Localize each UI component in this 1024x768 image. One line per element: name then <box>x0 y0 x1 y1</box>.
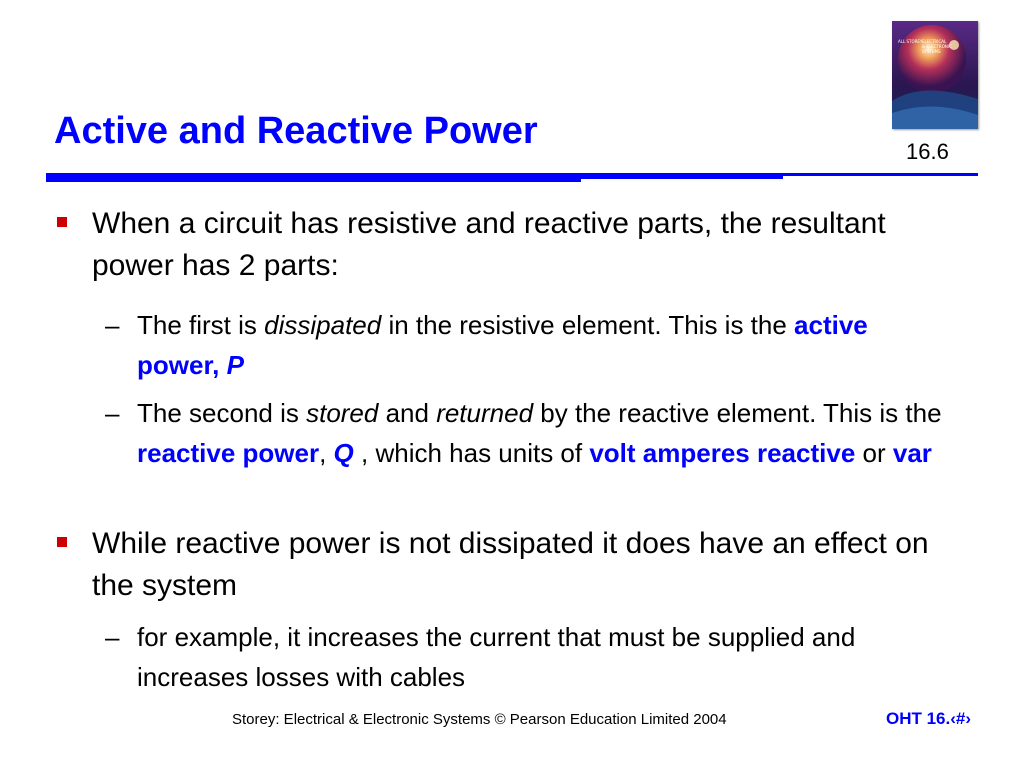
text-run: and <box>378 398 437 428</box>
cover-line-1: ELECTRICAL <box>922 39 947 44</box>
cover-line-2: & ELECTRONIC <box>922 44 952 49</box>
sub-bullet-item <box>105 305 957 385</box>
sub-bullet-item <box>105 393 957 473</box>
text-run: , <box>319 438 334 468</box>
cover-line-author: ALL STOREY <box>898 39 923 44</box>
dash-bullet-icon: – <box>105 310 120 340</box>
dash-bullet-icon: – <box>105 622 120 652</box>
book-cover-image <box>892 21 978 129</box>
text-run: When a circuit has resistive and reactive parts, the resultant power has 2 parts: <box>92 207 886 282</box>
text-run: , which has units of <box>353 438 590 468</box>
slide-number: 16.6 <box>906 139 949 164</box>
footer-oht-number: OHT 16.‹#› <box>886 709 972 728</box>
text-run: returned <box>436 398 534 428</box>
text-run: for example, it increases the current that must be supplied and increases losses with cables <box>137 622 856 692</box>
text-run: var <box>892 438 932 468</box>
dash-bullet-icon: – <box>105 398 120 428</box>
slide-title: Active and Reactive Power <box>54 110 538 152</box>
sub-bullet-item <box>105 617 957 697</box>
text-run: or <box>855 438 893 468</box>
text-run: dissipated <box>264 310 382 340</box>
bullet-item <box>92 523 962 607</box>
text-run: by the reactive element. This is the <box>533 398 942 428</box>
square-bullet-icon <box>57 217 67 227</box>
text-run: stored <box>306 398 379 428</box>
text-run: reactive power <box>137 438 320 468</box>
text-run: The second is <box>137 398 307 428</box>
cover-line-3: SYSTEMS <box>922 49 941 54</box>
text-run: The first is <box>137 310 265 340</box>
text-run: Q <box>333 438 354 468</box>
text-run: volt amperes reactive <box>589 438 856 468</box>
text-run: While reactive power is not dissipated it does have an effect on the system <box>92 527 929 602</box>
text-run: P <box>226 350 244 380</box>
bullet-item <box>92 203 962 287</box>
text-run: in the resistive element. This is the <box>381 310 795 340</box>
footer-copyright: Storey: Electrical & Electronic Systems © Pearson Education Limited 2004 <box>232 711 727 728</box>
square-bullet-icon <box>57 537 67 547</box>
text-run: active power, <box>137 310 868 380</box>
title-rule-short <box>46 179 581 182</box>
